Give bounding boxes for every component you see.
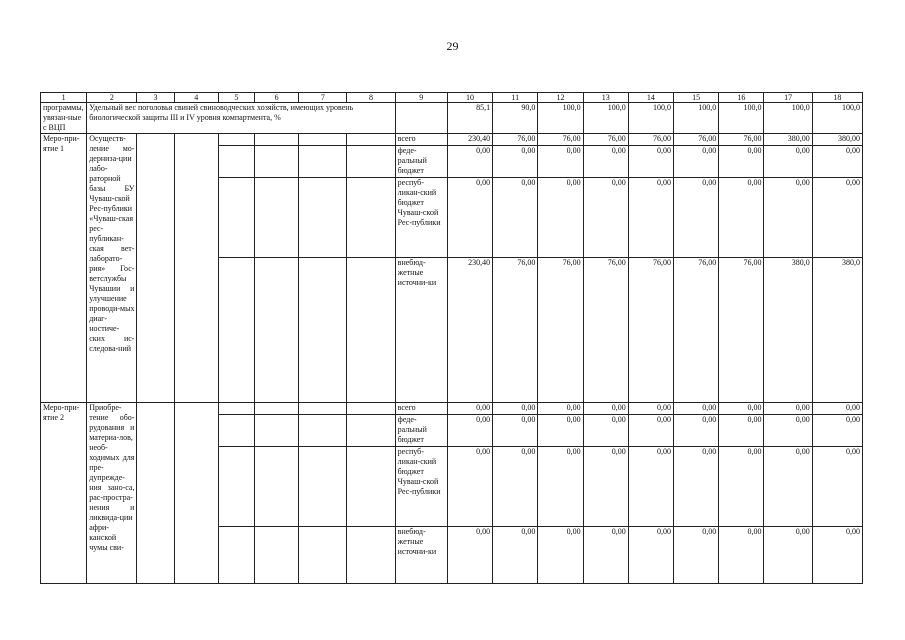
funding-value-cell: 0,00 bbox=[493, 146, 538, 178]
funding-value-cell: 0,00 bbox=[447, 527, 492, 584]
funding-value-cell: 0,00 bbox=[493, 178, 538, 258]
funding-value-cell: 0,00 bbox=[719, 146, 764, 178]
empty-cell bbox=[347, 178, 395, 258]
funding-value-cell: 76,00 bbox=[719, 258, 764, 403]
funding-value-cell: 0,00 bbox=[764, 146, 812, 178]
column-number-cell: 18 bbox=[812, 93, 862, 103]
column-number-cell: 7 bbox=[299, 93, 347, 103]
funding-value-cell: 76,00 bbox=[674, 258, 719, 403]
funding-value-cell: 0,00 bbox=[538, 146, 583, 178]
empty-cell bbox=[218, 447, 254, 527]
column-number-row bbox=[41, 93, 863, 103]
indicator-value-cell: 100,0 bbox=[674, 103, 719, 134]
empty-cell bbox=[255, 178, 299, 258]
indicator-source-cell bbox=[395, 103, 447, 134]
funding-value-cell: 0,00 bbox=[719, 447, 764, 527]
funding-value-cell: 76,00 bbox=[628, 134, 673, 146]
funding-value-cell: 0,00 bbox=[628, 447, 673, 527]
funding-value-cell: 76,00 bbox=[583, 258, 628, 403]
indicator-value-cell: 100,0 bbox=[812, 103, 862, 134]
funding-value-cell: 76,00 bbox=[538, 258, 583, 403]
column-number-cell: 6 bbox=[255, 93, 299, 103]
funding-value-cell: 0,00 bbox=[538, 403, 583, 415]
indicator-program-label: программы, увязан-ные с ВЦП bbox=[41, 103, 87, 134]
funding-value-cell: 76,00 bbox=[493, 258, 538, 403]
funding-value-cell: 0,00 bbox=[628, 403, 673, 415]
funding-source: респуб-ликан-ский бюджет Чуваш-ской Рес-публики bbox=[395, 178, 447, 258]
funding-value-cell: 380,00 bbox=[812, 134, 862, 146]
column-number-cell: 14 bbox=[628, 93, 673, 103]
funding-value-cell: 0,00 bbox=[493, 403, 538, 415]
empty-cell bbox=[347, 527, 395, 584]
measure-description: Приобре-тение обо-рудования и материа-лов, необ-ходимых для пре-дупрежде-ния зано-са, рас-простра-нения и ликвида-ции афри-канской чумы сви- bbox=[87, 403, 137, 584]
indicator-text: Удельный вес поголовья свиней свиноводческих хозяйств, имеющих уровень биологической защиты III и IV уровня компартмента, % bbox=[87, 103, 395, 134]
funding-value-cell: 0,00 bbox=[812, 415, 862, 447]
column-number-cell: 4 bbox=[174, 93, 218, 103]
funding-row bbox=[41, 403, 863, 415]
funding-value-cell: 0,00 bbox=[538, 415, 583, 447]
funding-value-cell: 76,00 bbox=[583, 134, 628, 146]
funding-source: всего bbox=[395, 134, 447, 146]
empty-cell bbox=[299, 258, 347, 403]
empty-cell bbox=[255, 415, 299, 447]
empty-cell bbox=[218, 178, 254, 258]
page-number: 29 bbox=[446, 39, 459, 53]
indicator-value-cell: 100,0 bbox=[719, 103, 764, 134]
funding-value-cell: 0,00 bbox=[764, 527, 812, 584]
funding-value-cell: 0,00 bbox=[719, 403, 764, 415]
funding-value-cell: 76,00 bbox=[493, 134, 538, 146]
funding-value-cell: 76,00 bbox=[628, 258, 673, 403]
funding-source: внебюд-жетные источни-ки bbox=[395, 527, 447, 584]
funding-value-cell: 0,00 bbox=[493, 447, 538, 527]
funding-source: всего bbox=[395, 403, 447, 415]
column-number-cell: 10 bbox=[447, 93, 492, 103]
funding-value-cell: 380,0 bbox=[764, 258, 812, 403]
funding-value-cell: 76,00 bbox=[674, 134, 719, 146]
funding-value-cell: 0,00 bbox=[583, 447, 628, 527]
empty-cell bbox=[218, 527, 254, 584]
empty-cell bbox=[218, 134, 254, 146]
funding-value-cell: 0,00 bbox=[764, 447, 812, 527]
funding-value-cell: 0,00 bbox=[583, 415, 628, 447]
funding-value-cell: 0,00 bbox=[764, 178, 812, 258]
empty-cell bbox=[255, 447, 299, 527]
funding-value-cell: 0,00 bbox=[764, 403, 812, 415]
empty-cell bbox=[255, 258, 299, 403]
funding-value-cell: 0,00 bbox=[764, 415, 812, 447]
empty-cell bbox=[347, 146, 395, 178]
funding-value-cell: 230,40 bbox=[447, 134, 492, 146]
funding-value-cell: 0,00 bbox=[447, 415, 492, 447]
empty-cell bbox=[218, 146, 254, 178]
funding-source: респуб-ликан-ский бюджет Чуваш-ской Рес-публики bbox=[395, 447, 447, 527]
funding-value-cell: 0,00 bbox=[674, 415, 719, 447]
column-number-cell: 8 bbox=[347, 93, 395, 103]
empty-cell bbox=[218, 258, 254, 403]
funding-value-cell: 0,00 bbox=[674, 178, 719, 258]
funding-value-cell: 0,00 bbox=[583, 146, 628, 178]
indicator-row bbox=[41, 103, 863, 134]
measure-label: Меро-при-ятие 1 bbox=[41, 134, 87, 403]
empty-cell bbox=[299, 527, 347, 584]
funding-value-cell: 0,00 bbox=[447, 447, 492, 527]
funding-value-cell: 0,00 bbox=[674, 447, 719, 527]
funding-value-cell: 380,0 bbox=[812, 258, 862, 403]
funding-value-cell: 0,00 bbox=[812, 447, 862, 527]
funding-value-cell: 0,00 bbox=[628, 146, 673, 178]
column-number-cell: 3 bbox=[137, 93, 174, 103]
funding-value-cell: 0,00 bbox=[719, 527, 764, 584]
indicator-value-cell: 100,0 bbox=[764, 103, 812, 134]
empty-cell bbox=[347, 447, 395, 527]
funding-value-cell: 380,00 bbox=[764, 134, 812, 146]
funding-value-cell: 0,00 bbox=[674, 403, 719, 415]
column-number-cell: 2 bbox=[87, 93, 137, 103]
column-number-cell: 5 bbox=[218, 93, 254, 103]
empty-cell bbox=[299, 134, 347, 146]
empty-cell bbox=[174, 134, 218, 403]
empty-cell bbox=[299, 447, 347, 527]
column-number-cell: 11 bbox=[493, 93, 538, 103]
funding-value-cell: 0,00 bbox=[583, 527, 628, 584]
funding-value-cell: 0,00 bbox=[674, 527, 719, 584]
funding-value-cell: 0,00 bbox=[538, 447, 583, 527]
funding-value-cell: 0,00 bbox=[719, 178, 764, 258]
funding-value-cell: 0,00 bbox=[447, 178, 492, 258]
funding-value-cell: 0,00 bbox=[447, 403, 492, 415]
funding-value-cell: 0,00 bbox=[812, 146, 862, 178]
funding-value-cell: 0,00 bbox=[628, 178, 673, 258]
empty-cell bbox=[299, 146, 347, 178]
measure-description: Осуществ-ление мо-дерниза-ции лабо-раторной базы БУ Чуваш-ской Рес-публики «Чуваш-ская рес-публикан-ская вет-лаборато-рия» Гос-ветслужбы Чувашии и улучшение проводи-мых диаг-ностиче-ских ис-следова-ний bbox=[87, 134, 137, 403]
funding-value-cell: 76,00 bbox=[538, 134, 583, 146]
column-number-cell: 17 bbox=[764, 93, 812, 103]
empty-cell bbox=[255, 134, 299, 146]
funding-row bbox=[41, 134, 863, 146]
indicator-value-cell: 100,0 bbox=[583, 103, 628, 134]
funding-value-cell: 0,00 bbox=[719, 415, 764, 447]
funding-source: феде-ральный бюджет bbox=[395, 415, 447, 447]
empty-cell bbox=[137, 134, 174, 403]
funding-value-cell: 0,00 bbox=[447, 146, 492, 178]
column-number-cell: 9 bbox=[395, 93, 447, 103]
funding-value-cell: 0,00 bbox=[812, 403, 862, 415]
empty-cell bbox=[347, 134, 395, 146]
funding-value-cell: 0,00 bbox=[583, 403, 628, 415]
funding-value-cell: 0,00 bbox=[812, 178, 862, 258]
column-number-cell: 12 bbox=[538, 93, 583, 103]
measure-label: Меро-при-ятие 2 bbox=[41, 403, 87, 584]
empty-cell bbox=[255, 146, 299, 178]
column-number-cell: 15 bbox=[674, 93, 719, 103]
funding-value-cell: 0,00 bbox=[628, 415, 673, 447]
empty-cell bbox=[299, 178, 347, 258]
indicator-value-cell: 100,0 bbox=[538, 103, 583, 134]
empty-cell bbox=[255, 527, 299, 584]
funding-value-cell: 0,00 bbox=[812, 527, 862, 584]
empty-cell bbox=[347, 415, 395, 447]
column-number-cell: 13 bbox=[583, 93, 628, 103]
empty-cell bbox=[137, 403, 174, 584]
funding-value-cell: 0,00 bbox=[538, 527, 583, 584]
empty-cell bbox=[218, 403, 254, 415]
funding-value-cell: 0,00 bbox=[583, 178, 628, 258]
funding-value-cell: 0,00 bbox=[493, 527, 538, 584]
indicator-value-cell: 90,0 bbox=[493, 103, 538, 134]
empty-cell bbox=[174, 403, 218, 584]
indicator-value-cell: 85,1 bbox=[447, 103, 492, 134]
empty-cell bbox=[299, 403, 347, 415]
column-number-cell: 16 bbox=[719, 93, 764, 103]
program-table bbox=[40, 92, 863, 584]
empty-cell bbox=[347, 403, 395, 415]
funding-value-cell: 230,40 bbox=[447, 258, 492, 403]
funding-value-cell: 0,00 bbox=[538, 178, 583, 258]
column-number-cell: 1 bbox=[41, 93, 87, 103]
funding-value-cell: 0,00 bbox=[493, 415, 538, 447]
empty-cell bbox=[299, 415, 347, 447]
funding-value-cell: 76,00 bbox=[719, 134, 764, 146]
empty-cell bbox=[347, 258, 395, 403]
indicator-value-cell: 100,0 bbox=[628, 103, 673, 134]
funding-source: феде-ральный бюджет bbox=[395, 146, 447, 178]
funding-value-cell: 0,00 bbox=[628, 527, 673, 584]
funding-source: внебюд-жетные источни-ки bbox=[395, 258, 447, 403]
funding-value-cell: 0,00 bbox=[674, 146, 719, 178]
empty-cell bbox=[218, 415, 254, 447]
empty-cell bbox=[255, 403, 299, 415]
